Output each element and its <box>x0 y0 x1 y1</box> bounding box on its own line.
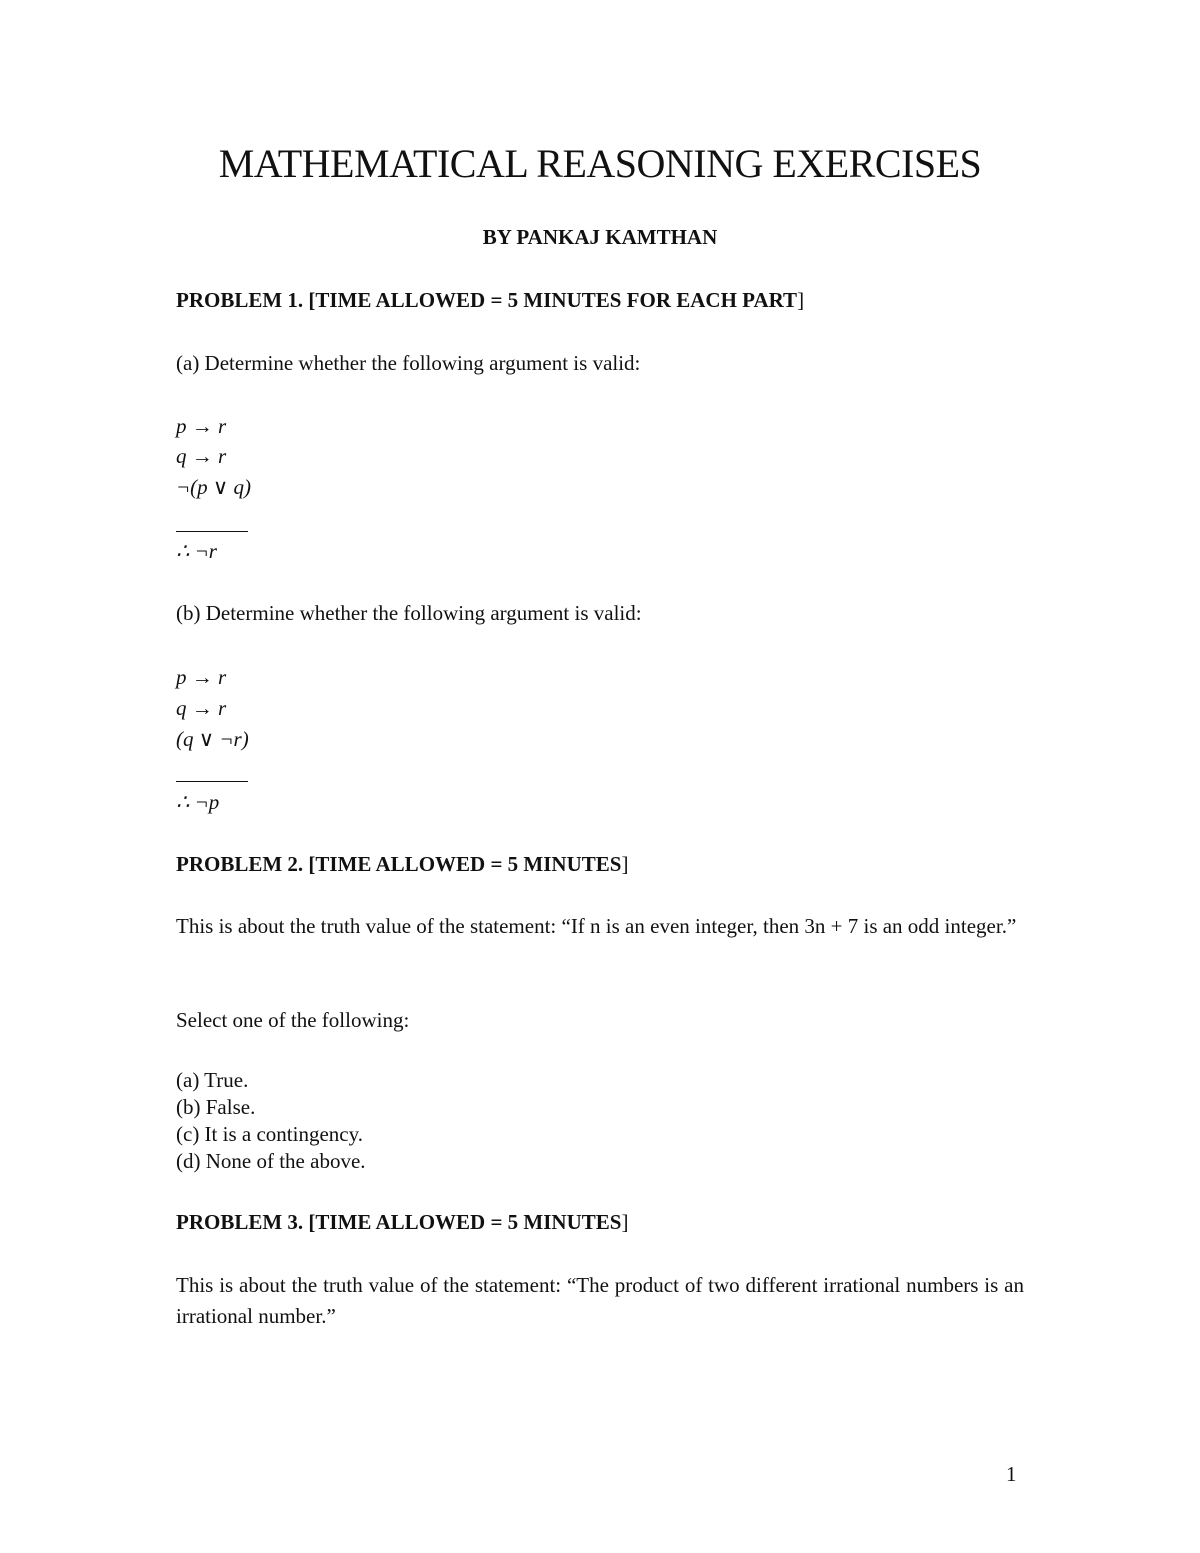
problem-1b-premise-1: p → r <box>176 665 227 689</box>
problem-2-option-b: (b) False. <box>176 1095 256 1119</box>
problem-1b-premise-2: q → r <box>176 696 227 720</box>
problem-1a-prompt: (a) Determine whether the following argument is valid: <box>176 351 641 375</box>
problem-1a-conclusion: ∴ ¬r <box>176 539 217 563</box>
problem-1b-conclusion: ∴ ¬p <box>176 790 220 814</box>
problem-1a-premise-1: p → r <box>176 414 227 438</box>
problem-2-heading <box>176 850 628 878</box>
problem-3-heading <box>176 1208 628 1236</box>
problem-1b-prompt: (b) Determine whether the following argument is valid: <box>176 601 642 625</box>
problem-3-heading-text: PROBLEM 3. [TIME ALLOWED = 5 MINUTES <box>176 1210 622 1234</box>
problem-1-heading-bracket: ] <box>797 288 805 312</box>
problem-2-heading-bracket: ] <box>621 852 629 876</box>
problem-1a-premise-3: ¬(p ∨ q) <box>176 475 252 499</box>
problem-2-instruction: Select one of the following: <box>176 1008 410 1032</box>
problem-2-statement: This is about the truth value of the statement: “If n is an even integer, then 3n + 7 is an odd integer.” <box>176 914 1017 938</box>
problem-1a-premise-2: q → r <box>176 444 227 468</box>
page-number: 1 <box>1006 1462 1017 1486</box>
problem-1b-premise-3: (q ∨ ¬r) <box>176 727 249 751</box>
document-author: BY PANKAJ KAMTHAN <box>482 225 718 249</box>
problem-1-heading-text: PROBLEM 1. [TIME ALLOWED = 5 MINUTES FOR EACH PART <box>176 288 798 312</box>
problem-1a-divider <box>176 531 248 532</box>
problem-2-option-c: (c) It is a contingency. <box>176 1122 363 1146</box>
problem-1b-divider <box>176 781 248 782</box>
problem-1-heading <box>176 286 804 314</box>
problem-3-statement: This is about the truth value of the statement: “The product of two different irrational numbers is an irrational number.” <box>176 1273 1024 1328</box>
problem-2-option-d: (d) None of the above. <box>176 1149 366 1173</box>
document-title: MATHEMATICAL REASONING EXERCISES <box>218 141 982 186</box>
problem-3-heading-bracket: ] <box>621 1210 629 1234</box>
problem-2-option-a: (a) True. <box>176 1068 249 1092</box>
problem-2-heading-text: PROBLEM 2. [TIME ALLOWED = 5 MINUTES <box>176 852 622 876</box>
